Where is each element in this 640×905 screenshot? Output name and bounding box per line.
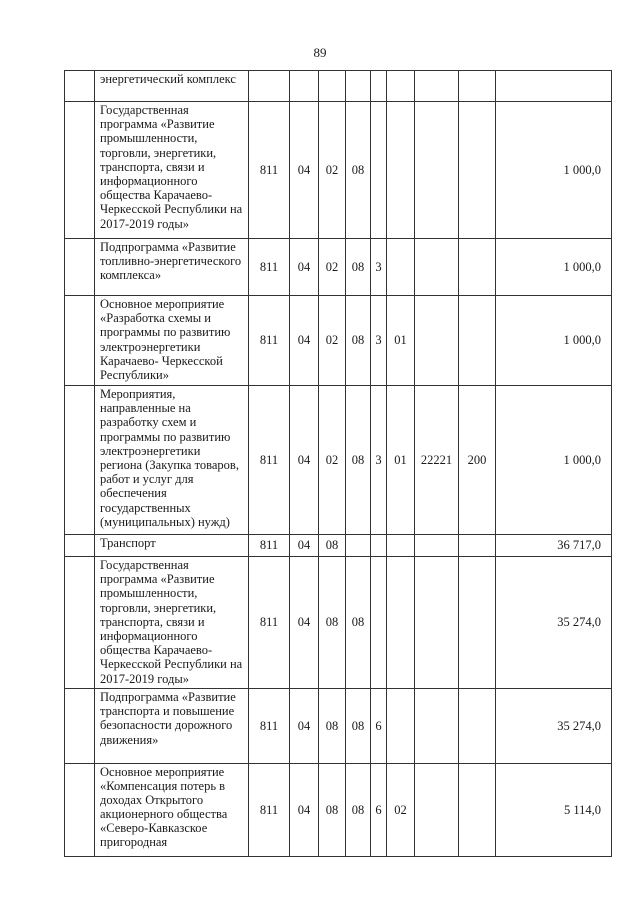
activity-code-cell: 01 bbox=[387, 386, 415, 535]
program-code-cell: 08 bbox=[346, 689, 371, 764]
activity-code-cell bbox=[387, 557, 415, 689]
blank-cell bbox=[65, 689, 95, 764]
section-code-cell: 04 bbox=[290, 689, 319, 764]
item-name-cell: Мероприятия, направленные на разработку схем и программы по развитию электроэнергетики региона (Закупка товаров, работ и услуг для обеспечения государственных (муниципальных) нужд) bbox=[95, 386, 249, 535]
subsection-code-cell: 02 bbox=[319, 239, 346, 296]
budget-table bbox=[64, 70, 612, 857]
item-name-cell: Государственная программа «Развитие промышленности, торговли, энергетики, транспорта, связи и информационного общества Карачаево-Черкесской Республики на 2017-2019 годы» bbox=[95, 557, 249, 689]
blank-cell bbox=[65, 296, 95, 386]
subsection-code-cell: 02 bbox=[319, 386, 346, 535]
program-code-cell bbox=[346, 535, 371, 557]
subsection-code-cell: 08 bbox=[319, 689, 346, 764]
blank-cell bbox=[65, 764, 95, 857]
section-code-cell: 04 bbox=[290, 557, 319, 689]
table-row bbox=[65, 764, 612, 857]
amount-cell: 1 000,0 bbox=[496, 296, 612, 386]
activity-code-cell bbox=[387, 71, 415, 102]
item-name-cell: Подпрограмма «Развитие топливно-энергетического комплекса» bbox=[95, 239, 249, 296]
subprogram-code-cell: 3 bbox=[371, 386, 387, 535]
blank-cell bbox=[65, 535, 95, 557]
amount-cell: 1 000,0 bbox=[496, 386, 612, 535]
blank-cell bbox=[65, 239, 95, 296]
ministry-code-cell: 811 bbox=[249, 102, 290, 239]
section-code-cell: 04 bbox=[290, 764, 319, 857]
subprogram-code-cell bbox=[371, 102, 387, 239]
section-code-cell: 04 bbox=[290, 239, 319, 296]
expense-type-cell bbox=[459, 102, 496, 239]
program-code-cell: 08 bbox=[346, 102, 371, 239]
subsection-code-cell: 02 bbox=[319, 296, 346, 386]
ministry-code-cell: 811 bbox=[249, 386, 290, 535]
table-row bbox=[65, 102, 612, 239]
table-row bbox=[65, 386, 612, 535]
amount-cell: 5 114,0 bbox=[496, 764, 612, 857]
direction-code-cell bbox=[415, 102, 459, 239]
ministry-code-cell: 811 bbox=[249, 557, 290, 689]
page-number: 89 bbox=[313, 45, 327, 60]
table-row bbox=[65, 535, 612, 557]
expense-type-cell bbox=[459, 71, 496, 102]
expense-type-cell bbox=[459, 535, 496, 557]
ministry-code-cell: 811 bbox=[249, 689, 290, 764]
amount-cell bbox=[496, 71, 612, 102]
expense-type-cell bbox=[459, 557, 496, 689]
amount-cell: 35 274,0 bbox=[496, 689, 612, 764]
item-name-cell: Основное мероприятие «Разработка схемы и программы по развитию электроэнергетики Карачаево- Черкесской Республики» bbox=[95, 296, 249, 386]
table-row bbox=[65, 557, 612, 689]
subsection-code-cell: 08 bbox=[319, 557, 346, 689]
item-name-cell: энергетический комплекс bbox=[95, 71, 249, 102]
expense-type-cell: 200 bbox=[459, 386, 496, 535]
subprogram-code-cell: 6 bbox=[371, 689, 387, 764]
section-code-cell: 04 bbox=[290, 296, 319, 386]
section-code-cell: 04 bbox=[290, 535, 319, 557]
direction-code-cell bbox=[415, 535, 459, 557]
ministry-code-cell: 811 bbox=[249, 296, 290, 386]
subprogram-code-cell: 6 bbox=[371, 764, 387, 857]
expense-type-cell bbox=[459, 296, 496, 386]
ministry-code-cell bbox=[249, 71, 290, 102]
amount-cell: 36 717,0 bbox=[496, 535, 612, 557]
direction-code-cell bbox=[415, 71, 459, 102]
blank-cell bbox=[65, 386, 95, 535]
activity-code-cell bbox=[387, 535, 415, 557]
subprogram-code-cell bbox=[371, 71, 387, 102]
direction-code-cell bbox=[415, 764, 459, 857]
ministry-code-cell: 811 bbox=[249, 764, 290, 857]
direction-code-cell bbox=[415, 689, 459, 764]
activity-code-cell bbox=[387, 102, 415, 239]
subprogram-code-cell bbox=[371, 535, 387, 557]
subsection-code-cell: 08 bbox=[319, 764, 346, 857]
program-code-cell bbox=[346, 71, 371, 102]
table-row bbox=[65, 71, 612, 102]
activity-code-cell bbox=[387, 239, 415, 296]
amount-cell: 1 000,0 bbox=[496, 239, 612, 296]
ministry-code-cell: 811 bbox=[249, 239, 290, 296]
expense-type-cell bbox=[459, 239, 496, 296]
program-code-cell: 08 bbox=[346, 296, 371, 386]
blank-cell bbox=[65, 557, 95, 689]
program-code-cell: 08 bbox=[346, 764, 371, 857]
table-row bbox=[65, 296, 612, 386]
subsection-code-cell: 08 bbox=[319, 535, 346, 557]
activity-code-cell: 02 bbox=[387, 764, 415, 857]
expense-type-cell bbox=[459, 689, 496, 764]
direction-code-cell: 22221 bbox=[415, 386, 459, 535]
table-row bbox=[65, 239, 612, 296]
item-name-cell: Транспорт bbox=[95, 535, 249, 557]
direction-code-cell bbox=[415, 296, 459, 386]
table-row bbox=[65, 689, 612, 764]
activity-code-cell: 01 bbox=[387, 296, 415, 386]
expense-type-cell bbox=[459, 764, 496, 857]
program-code-cell: 08 bbox=[346, 386, 371, 535]
program-code-cell: 08 bbox=[346, 239, 371, 296]
direction-code-cell bbox=[415, 239, 459, 296]
section-code-cell bbox=[290, 71, 319, 102]
program-code-cell: 08 bbox=[346, 557, 371, 689]
direction-code-cell bbox=[415, 557, 459, 689]
subprogram-code-cell bbox=[371, 557, 387, 689]
table-body bbox=[65, 71, 612, 857]
item-name-cell: Государственная программа «Развитие промышленности, торговли, энергетики, транспорта, связи и информационного общества Карачаево-Черкесской Республики на 2017-2019 годы» bbox=[95, 102, 249, 239]
item-name-cell: Основное мероприятие «Компенсация потерь в доходах Открытого акционерного общества «Северо-Кавказское пригородная bbox=[95, 764, 249, 857]
blank-cell bbox=[65, 71, 95, 102]
ministry-code-cell: 811 bbox=[249, 535, 290, 557]
amount-cell: 35 274,0 bbox=[496, 557, 612, 689]
subsection-code-cell bbox=[319, 71, 346, 102]
subprogram-code-cell: 3 bbox=[371, 296, 387, 386]
subprogram-code-cell: 3 bbox=[371, 239, 387, 296]
section-code-cell: 04 bbox=[290, 386, 319, 535]
amount-cell: 1 000,0 bbox=[496, 102, 612, 239]
activity-code-cell bbox=[387, 689, 415, 764]
section-code-cell: 04 bbox=[290, 102, 319, 239]
subsection-code-cell: 02 bbox=[319, 102, 346, 239]
item-name-cell: Подпрограмма «Развитие транспорта и повышение безопасности дорожного движения» bbox=[95, 689, 249, 764]
blank-cell bbox=[65, 102, 95, 239]
